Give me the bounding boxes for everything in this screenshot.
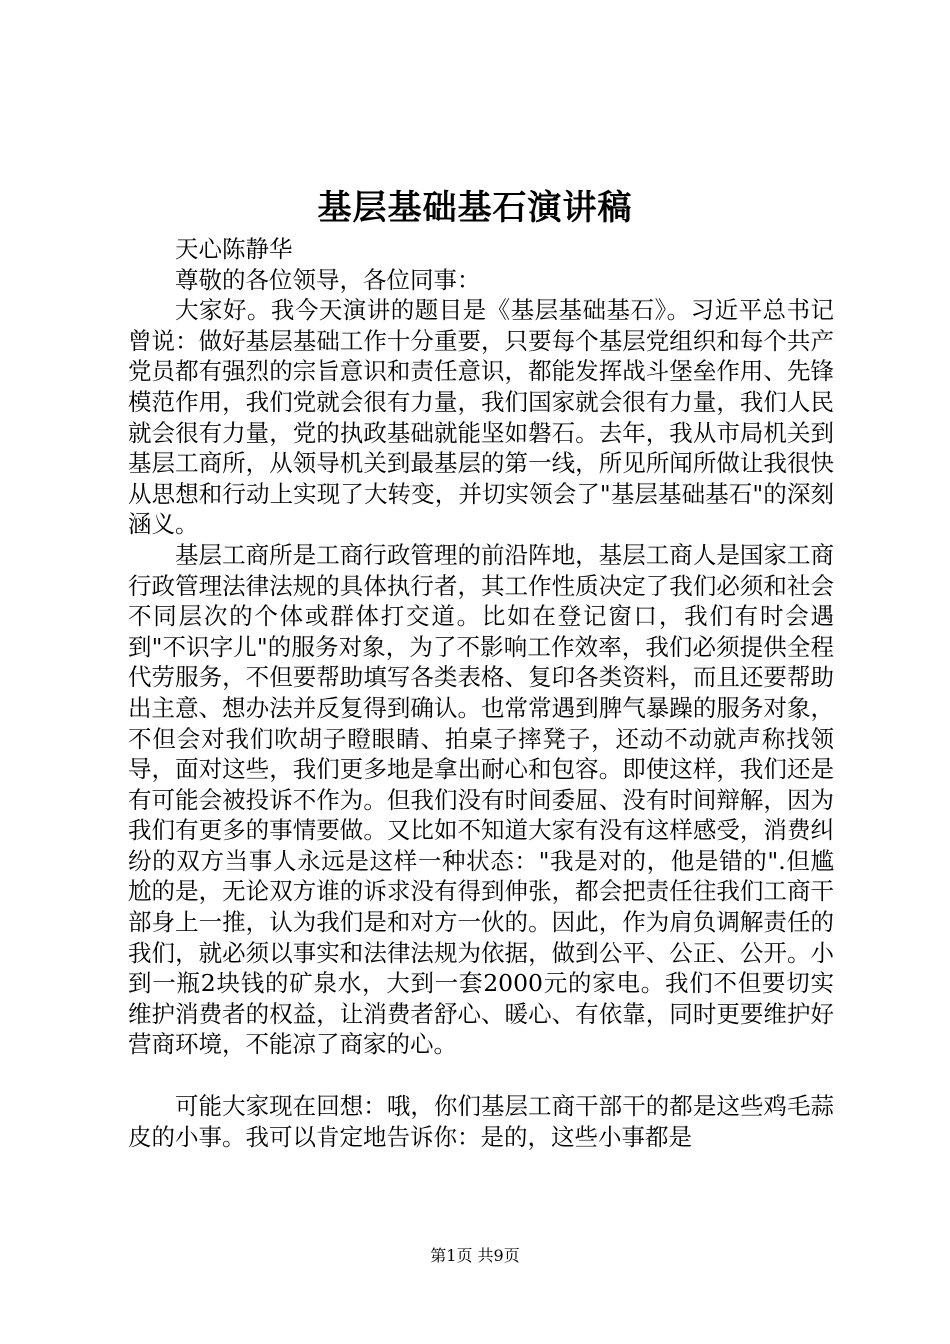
body-paragraph: 大家好。我今天演讲的题目是《基层基础基石》。习近平总书记曾说：做好基层基础工作十分重要，只要每个基层党组织和每个共产党员都有强烈的宗旨意识和责任意识，都能发挥战斗堡垒作用、先锋模范作用，我们党就会很有力量，我们国家就会很有力量，我们人民就会很有力量，党的执政基础就能坚如磐石。去年，我从市局机关到基层工商所，从领导机关到最基层的第一线，所见所闻所做让我很快从思想和行动上实现了大转变，并切实领会了"基层基础基石"的深刻涵义。 (128, 296, 834, 539)
document-body (128, 234, 834, 1152)
salutation: 尊敬的各位领导，各位同事： (175, 265, 481, 294)
page-number-footer: 第1页 共9页 (430, 1246, 520, 1265)
body-paragraph: 可能大家现在回想：哦，你们基层工商干部干的都是这些鸡毛蒜皮的小事。我可以肯定地告诉你：是的，这些小事都是 (128, 1092, 834, 1151)
author-line: 天心陈静华 (175, 235, 293, 263)
body-paragraph: 基层工商所是工商行政管理的前沿阵地，基层工商人是国家工商行政管理法律法规的具体执行者，其工作性质决定了我们必须和社会不同层次的个体或群体打交道。比如在登记窗口，我们有时会遇到"不识字儿"的服务对象，为了不影响工作效率，我们必须提供全程代劳服务，不但要帮助填写各类表格、复印各类资料，而且还要帮助出主意、想办法并反复得到确认。也常常遇到脾气暴躁的服务对象，不但会对我们吹胡子瞪眼睛、拍桌子摔凳子，还动不动就声称找领导，面对这些，我们更多地是拿出耐心和包容。即使这样，我们还是有可能会被投诉不作为。但我们没有时间委屈、没有时间辩解，因为我们有更多的事情要做。又比如不知道大家有没有这样感受，消费纠纷的双方当事人永远是这样一种状态："我是对的，他是错的".但尴尬的是，无论双方谁的诉求没有得到伸张，都会把责任往我们工商干部身上一推，认为我们是和对方一伙的。因此，作为肩负调解责任的我们，就必须以事实和法律法规为依据，做到公平、公正、公开。小到一瓶2块钱的矿泉水，大到一套2000元的家电。我们不但要切实维护消费者的权益，让消费者舒心、暖心、有依靠，同时更要维护好营商环境，不能凉了商家的心。 (128, 540, 834, 1059)
document-title: 基层基础基石演讲稿 (317, 188, 633, 228)
